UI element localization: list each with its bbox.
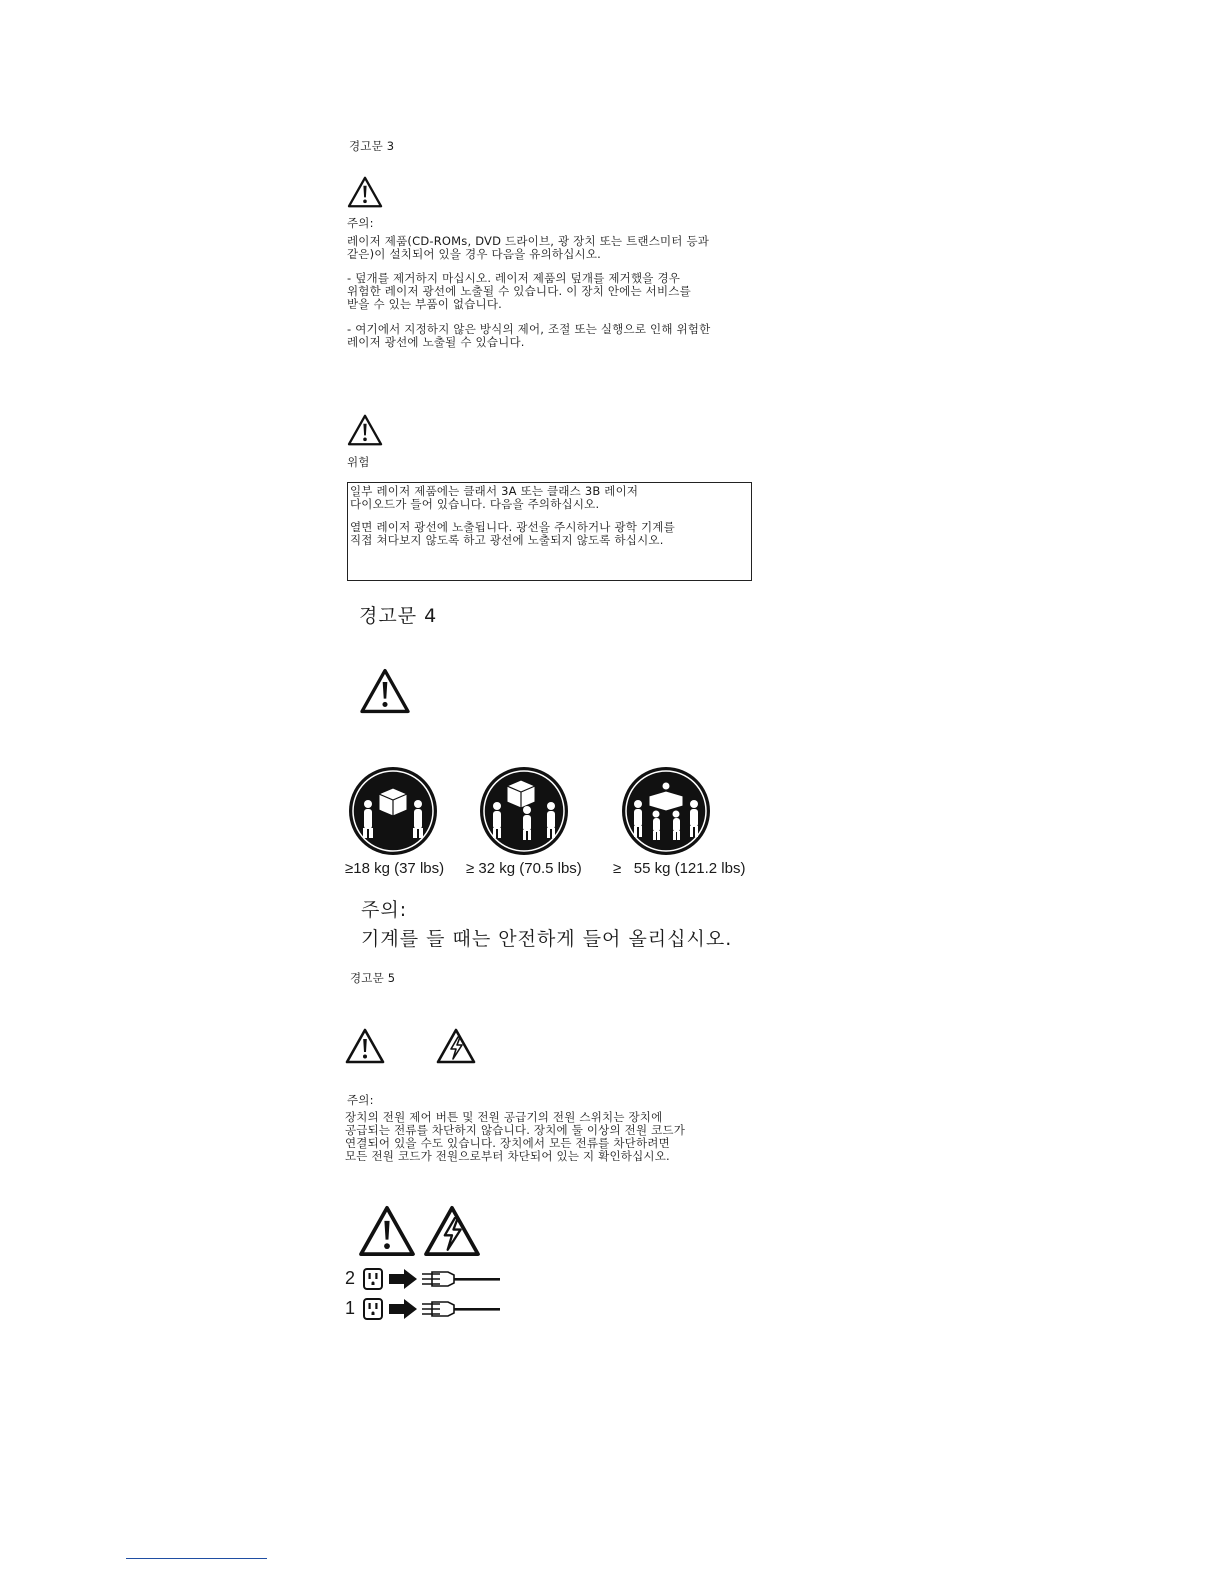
arrow-right-icon	[388, 1298, 418, 1320]
warning-triangle-icon	[359, 668, 411, 714]
statement5-heading: 경고문 5	[350, 971, 396, 985]
statement4-caution-label: 주의:	[361, 899, 408, 921]
warning-triangle-icon	[345, 1028, 385, 1064]
statement3-caution-label: 주의:	[347, 216, 374, 230]
lift-two-people-icon	[348, 766, 438, 856]
warning-triangle-icon	[347, 414, 383, 446]
danger-label: 위험	[347, 455, 370, 469]
weight-label-55kg: ≥ 55 kg (121.2 lbs)	[613, 860, 746, 877]
power-outlet-icon	[363, 1298, 383, 1320]
power-plug-icon	[420, 1271, 500, 1287]
electrical-hazard-icon	[436, 1028, 476, 1064]
plug-number-2: 2	[345, 1268, 356, 1288]
weight-label-32kg: ≥ 32 kg (70.5 lbs)	[466, 860, 582, 877]
statement5-caution-label: 주의:	[347, 1093, 374, 1107]
danger-text-1: 일부 레이저 제품에는 클래서 3A 또는 클래스 3B 레이저 다이오드가 들어 있습니다. 다음을 주의하십시오.	[350, 484, 639, 511]
statement3-intro: 레이저 제품(CD-ROMs, DVD 드라이브, 광 장치 또는 트랜스미터 등과 같은)이 설치되어 있을 경우 다음을 유의하십시오.	[347, 234, 710, 261]
plug-number-1: 1	[345, 1298, 356, 1318]
warning-triangle-icon	[347, 176, 383, 208]
danger-text-2: 열면 레이저 광선에 노출됩니다. 광선을 주시하거나 광학 기계를 직접 쳐다보지 않도록 하고 광선에 노출되지 않도록 하십시오.	[350, 520, 675, 547]
footnote-rule	[126, 1558, 267, 1559]
lift-three-people-icon	[479, 766, 569, 856]
warning-triangle-icon	[358, 1205, 416, 1257]
statement3-heading: 경고문 3	[349, 139, 395, 153]
statement3-item1: - 덮개를 제거하지 마십시오. 레이저 제품의 덮개를 제거했을 경우 위험한 레이저 광선에 노출될 수 있습니다. 이 장치 안에는 서비스를 받을 수 있는 부품이 없습니다.	[347, 271, 691, 311]
statement4-caution-text: 기계를 들 때는 안전하게 들어 올리십시오.	[361, 928, 733, 950]
weight-label-18kg: ≥18 kg (37 lbs)	[345, 860, 445, 877]
power-plug-icon	[420, 1301, 500, 1317]
power-outlet-icon	[363, 1268, 383, 1290]
statement5-caution-text: 장치의 전원 제어 버튼 및 전원 공급기의 전원 스위치는 장치에 공급되는 전류를 차단하지 않습니다. 장치에 둘 이상의 전원 코드가 연결되어 있을 수도 있습니다. 장치에서 모든 전류를 차단하려면 모든 전원 코드가 전원으로부터 차단되어 있는 지 확인하십시오.	[345, 1110, 686, 1163]
arrow-right-icon	[388, 1268, 418, 1290]
statement4-heading: 경고문 4	[359, 605, 438, 627]
lift-four-people-icon	[621, 766, 711, 856]
statement3-item2: - 여기에서 지정하지 않은 방식의 제어, 조절 또는 실행으로 인해 위험한 레이저 광선에 노출될 수 있습니다.	[347, 322, 711, 349]
electrical-hazard-icon	[423, 1205, 481, 1257]
